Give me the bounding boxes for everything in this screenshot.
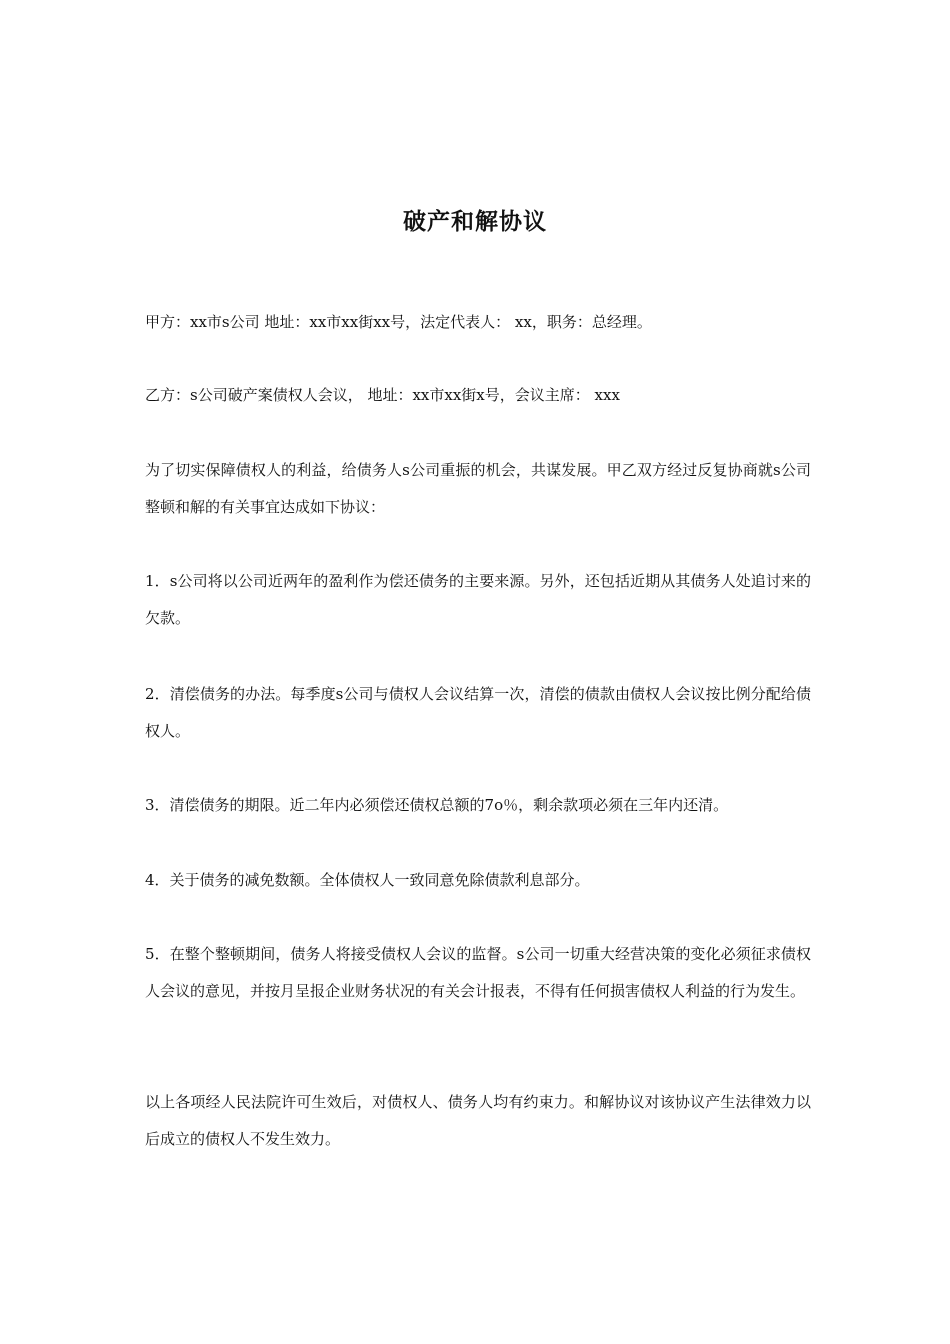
preamble-paragraph: 为了切实保障债权人的利益，给债务人s公司重振的机会，共谋发展。甲乙双方经过反复协商就s公司整顿和解的有关事宜达成如下协议： (145, 461, 811, 516)
clause-5: 5．在整个整顿期间，债务人将接受债权人会议的监督。s公司一切重大经营决策的变化必须征求债权人会议的意见，并按月呈报企业财务状况的有关会计报表，不得有任何损害债权人利益的行为发生。 (145, 945, 811, 1000)
document-title: 破产和解协议 (403, 208, 547, 236)
clause-3: 3．清偿债务的期限。近二年内必须偿还债权总额的7o％，剩余款项必须在三年内还清。 (145, 796, 729, 814)
closing-paragraph: 以上各项经人民法院许可生效后，对债权人、债务人均有约束力。和解协议对该协议产生法律效力以后成立的债权人不发生效力。 (145, 1093, 811, 1148)
clause-2: 2．清偿债务的办法。每季度s公司与债权人会议结算一次，清偿的债款由债权人会议按比例分配给债权人。 (145, 685, 811, 740)
clause-4: 4．关于债务的减免数额。全体债权人一致同意免除债款利息部分。 (145, 871, 590, 889)
party-b-info: 乙方：s公司破产案债权人会议， 地址：xx市xx街x号，会议主席： xxx (145, 386, 620, 404)
party-a-info: 甲方：xx市s公司 地址：xx市xx街xx号，法定代表人： xx，职务：总经理。 (145, 313, 652, 331)
clause-1: 1．s公司将以公司近两年的盈利作为偿还债务的主要来源。另外，还包括近期从其债务人处追讨来的欠款。 (145, 572, 811, 627)
